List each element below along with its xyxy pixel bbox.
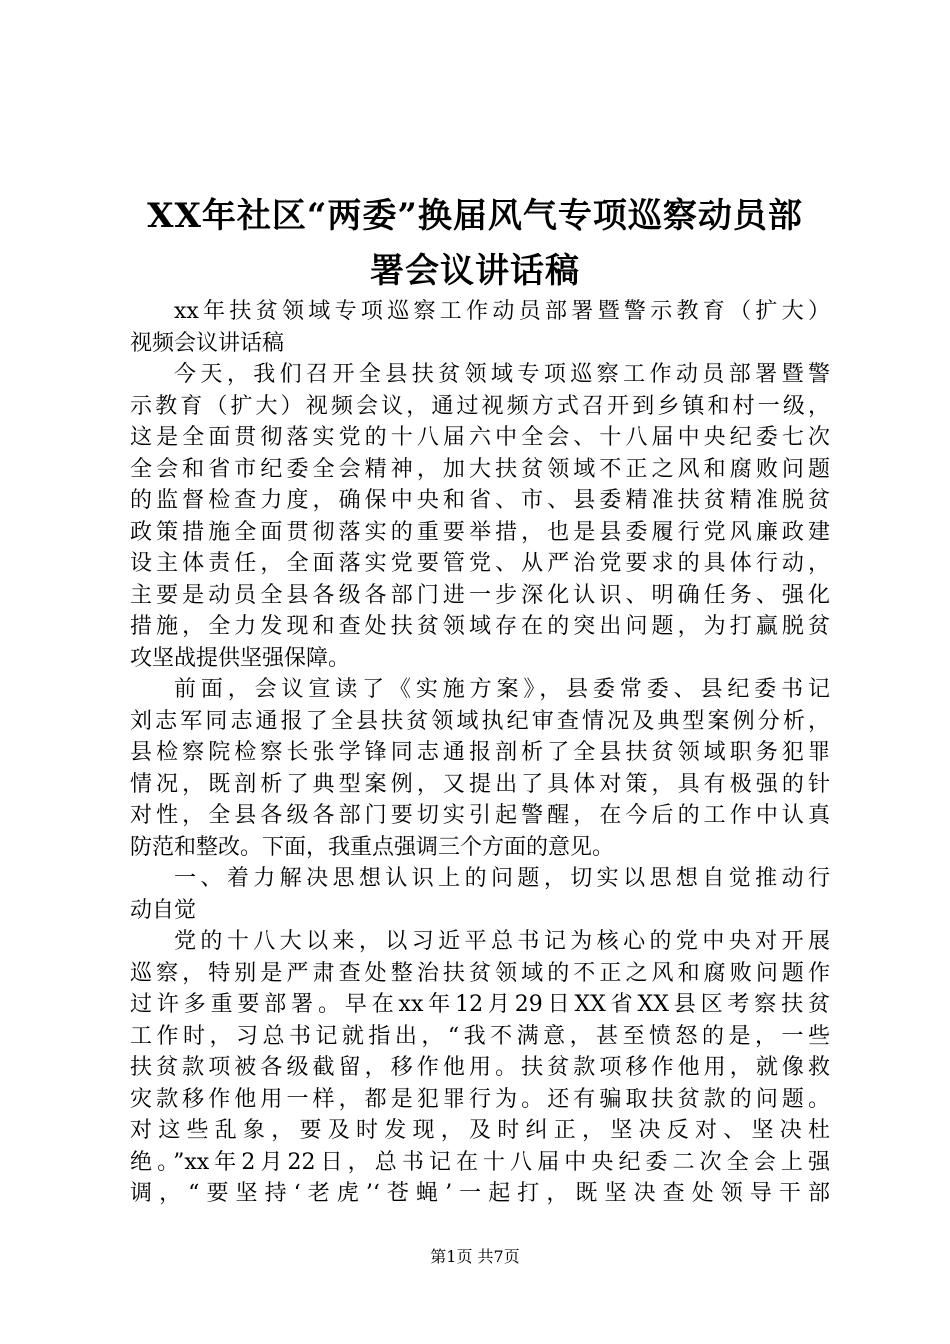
body-text-line: 县检察院检察长张学锋同志通报剖析了全县扶贫领域职务犯罪 <box>130 740 830 765</box>
body-text-line: 巡察，特别是严肃查处整治扶贫领域的不正之风和腐败问题作 <box>130 960 830 986</box>
body-text-line: 绝。”xx年2月22日，总书记在十八届中央纪委二次全会上强 <box>130 1149 830 1175</box>
document-title-line-2: 署会议讲话稿 <box>370 251 580 291</box>
body-text-line: 设主体责任，全面落实党要管党、从严治党要求的具体行动， <box>130 551 830 576</box>
page-number-footer: 第1页 共7页 <box>430 1247 520 1266</box>
body-text-line: 主要是动员全县各级各部门进一步深化认识、明确任务、强化 <box>130 582 830 608</box>
body-text-line: 调，“要坚持‘老虎’‘苍蝇’一起打，既坚决查处领导干部 <box>130 1181 830 1206</box>
body-text-line: 前面，会议宣读了《实施方案》，县委常委、县纪委书记 <box>174 677 830 702</box>
body-text-line: 这是全面贯彻落实党的十八届六中全会、十八届中央纪委七次 <box>130 425 830 450</box>
body-text-line: 的监督检查力度，确保中央和省、市、县委精准扶贫精准脱贫 <box>130 488 830 513</box>
body-text-line: 党的十八大以来，以习近平总书记为核心的党中央对开展 <box>174 929 830 954</box>
body-text-line: 灾款移作他用一样，都是犯罪行为。还有骗取扶贫款的问题。 <box>130 1086 830 1112</box>
document-title-line-1: XX年社区“两委”换届风气专项巡察动员部 <box>147 196 803 236</box>
body-text-line: 攻坚战提供坚强保障。 <box>130 645 351 671</box>
body-text-line: 全会和省市纪委全会精神，加大扶贫领域不正之风和腐败问题 <box>130 456 830 482</box>
body-text-line: xx年扶贫领域专项巡察工作动员部署暨警示教育（扩大） <box>174 299 830 324</box>
body-text-line: 政策措施全面贯彻落实的重要举措，也是县委履行党风廉政建 <box>130 519 830 545</box>
body-text-line: 视频会议讲话稿 <box>130 330 285 356</box>
body-text-line: 扶贫款项被各级截留，移作他用。扶贫款项移作他用，就像救 <box>130 1055 830 1080</box>
body-text-line: 情况，既剖析了典型案例，又提出了具体对策，具有极强的针 <box>130 771 830 797</box>
body-text-line: 今天，我们召开全县扶贫领域专项巡察工作动员部署暨警 <box>174 362 830 387</box>
body-text-line: 防范和整改。下面，我重点强调三个方面的意见。 <box>130 834 615 860</box>
body-text-line: 示教育（扩大）视频会议，通过视频方式召开到乡镇和村一级， <box>130 393 830 419</box>
body-text-line: 措施，全力发现和查处扶贫领域存在的突出问题，为打赢脱贫 <box>130 614 830 639</box>
body-text-line: 工作时，习总书记就指出，“我不满意，甚至愤怒的是，一些 <box>130 1023 830 1049</box>
body-text-line: 刘志军同志通报了全县扶贫领域执纪审查情况及典型案例分析， <box>130 708 830 734</box>
body-text-line: 一、着力解决思想认识上的问题，切实以思想自觉推动行 <box>174 866 830 891</box>
body-text-line: 对性，全县各级各部门要切实引起警醒，在今后的工作中认真 <box>130 803 830 828</box>
body-text-line: 过许多重要部署。早在xx年12月29日XX省XX县区考察扶贫 <box>130 992 830 1017</box>
body-text-line: 动自觉 <box>130 897 197 923</box>
document-body <box>130 296 830 1210</box>
body-text-line: 对这些乱象，要及时发现，及时纠正，坚决反对、坚决杜 <box>130 1118 830 1143</box>
